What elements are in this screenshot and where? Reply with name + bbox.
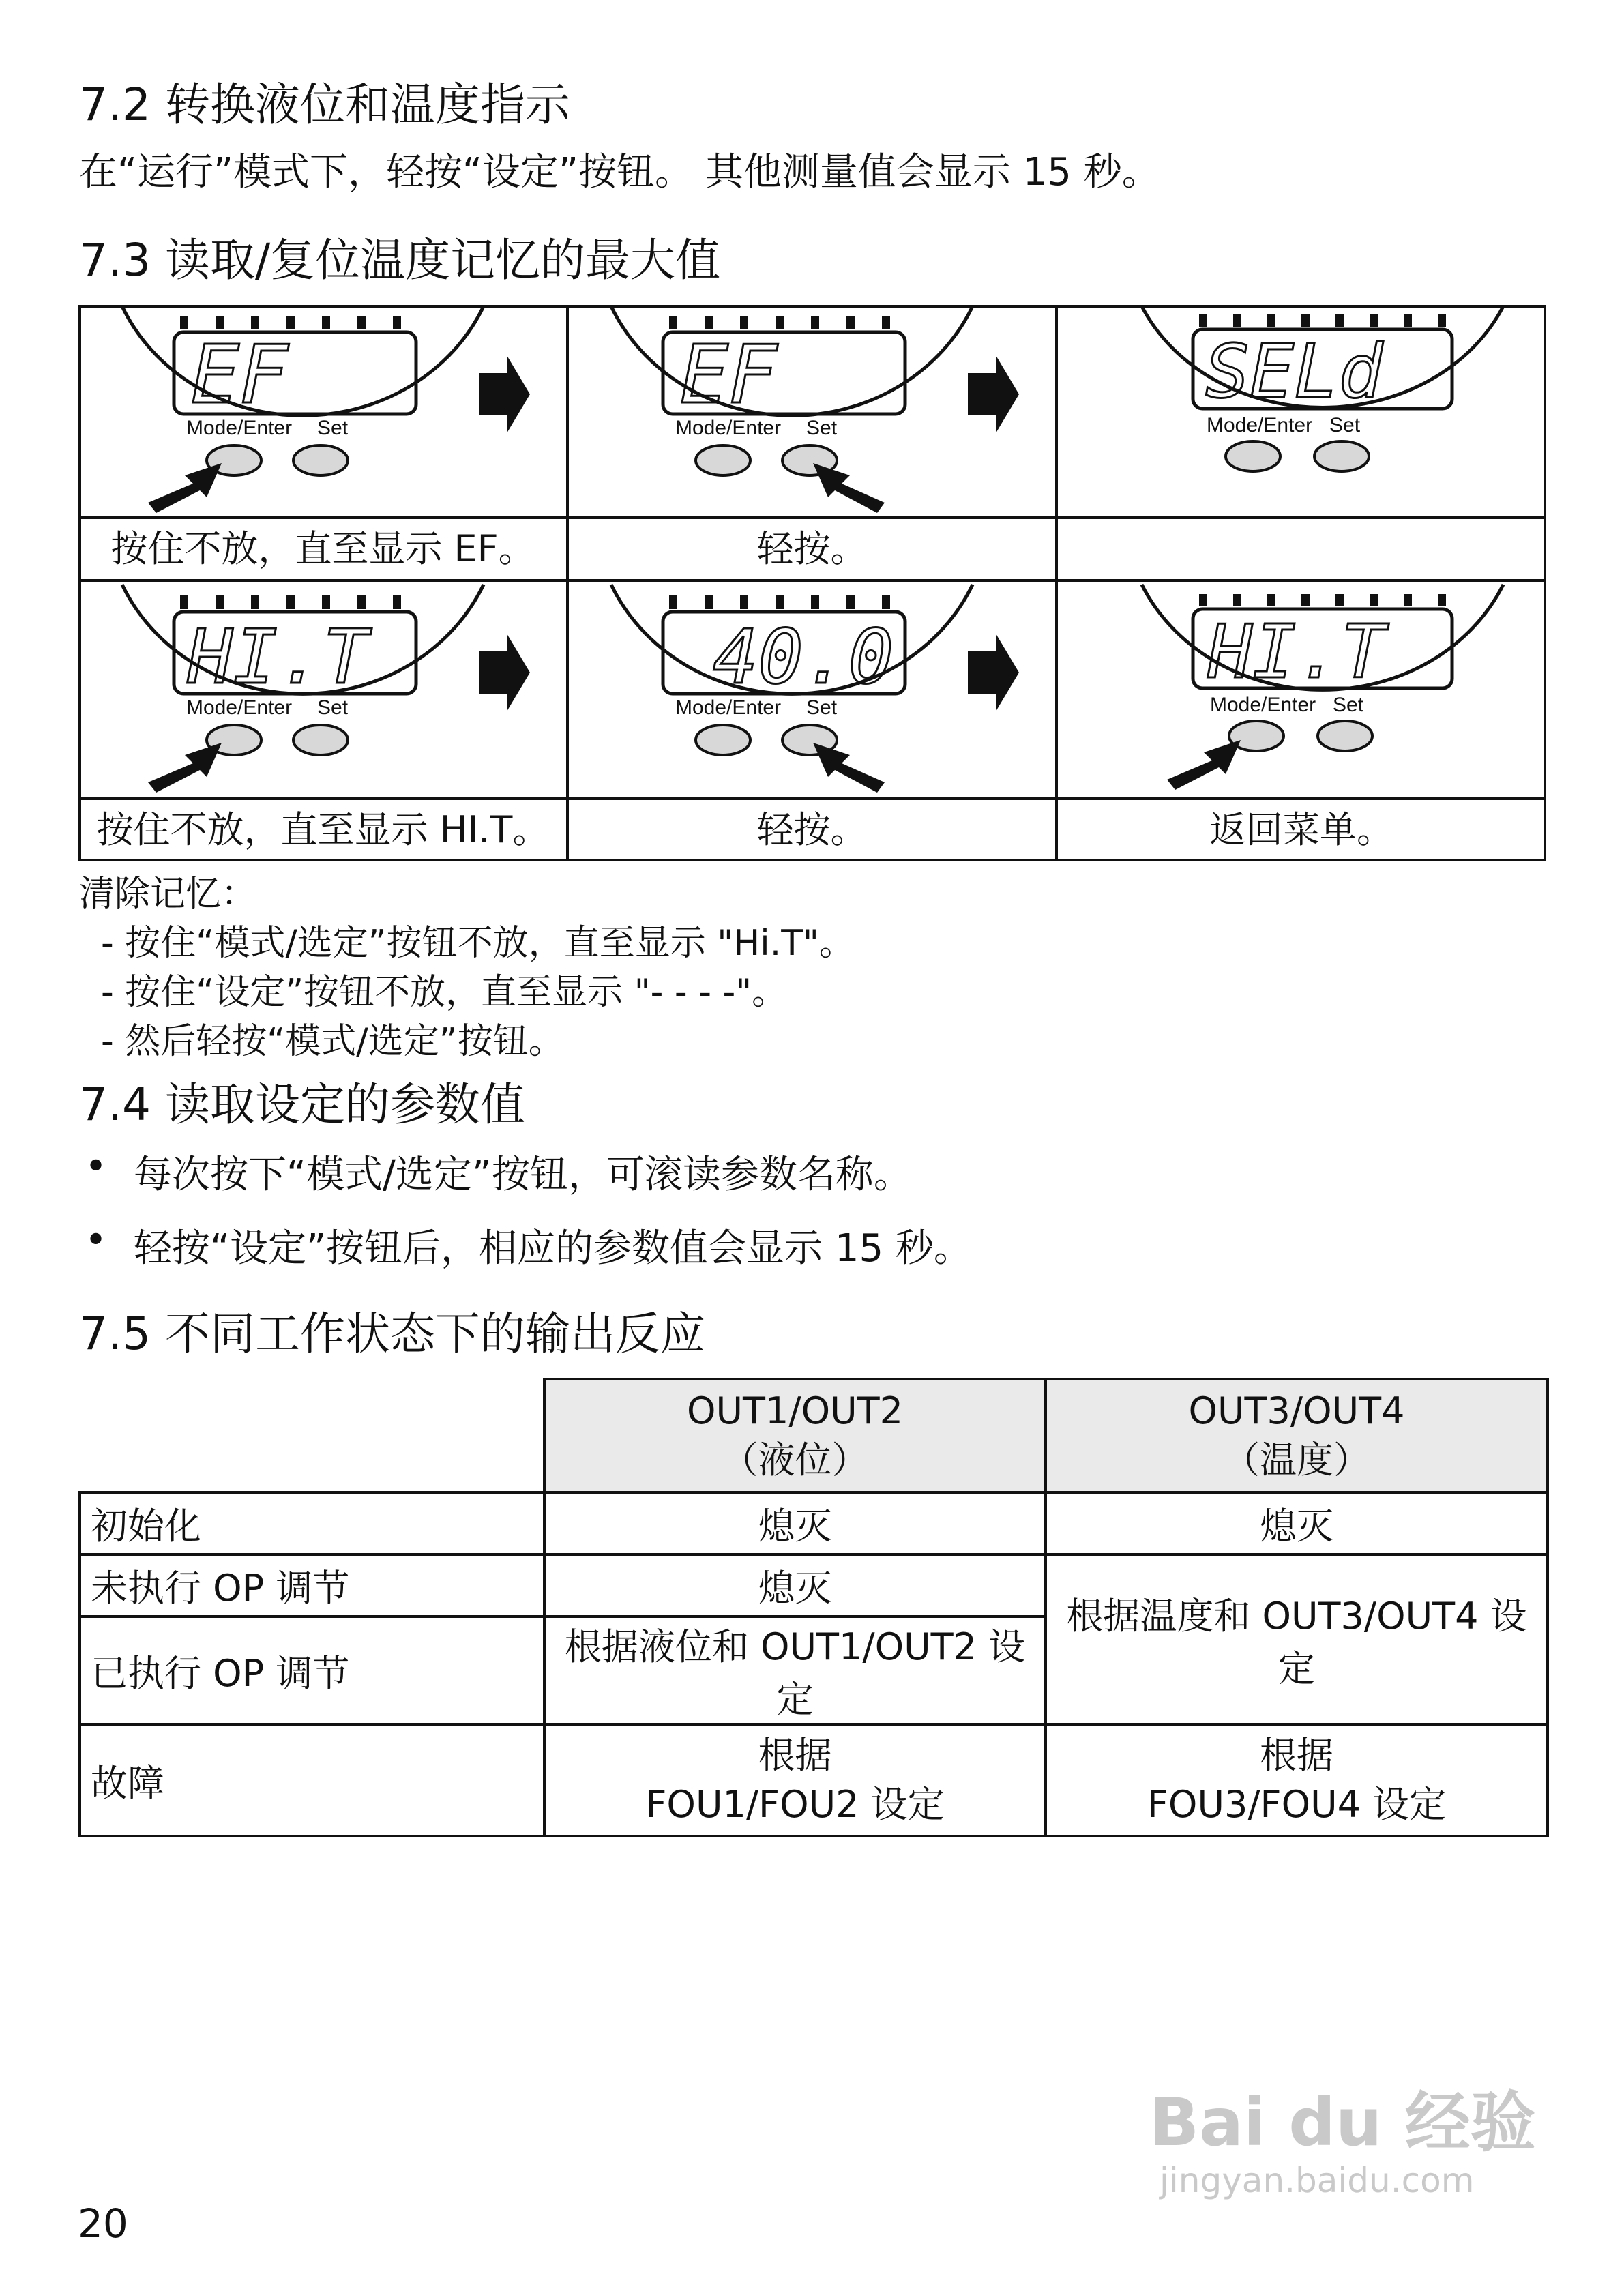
table-cell: 根据 FOU3/FOU4 设定	[1046, 1724, 1548, 1836]
step-caption: 轻按。	[756, 808, 868, 851]
procedure-grid	[78, 305, 1546, 861]
row-label: 故障	[80, 1724, 544, 1836]
svg-text:Mode/Enter: Mode/Enter	[186, 417, 293, 439]
lcd-display: 40.0	[713, 613, 894, 700]
output-table	[78, 1378, 1549, 1837]
clear-memory-step: - 按住“模式/选定”按钮不放，直至显示 "Hi.T"。	[101, 923, 855, 964]
clear-memory-step: - 然后轻按“模式/选定”按钮。	[101, 1021, 564, 1062]
svg-text:Set: Set	[806, 417, 838, 439]
svg-text:Mode/Enter: Mode/Enter	[675, 696, 782, 719]
heading-7-4: 7.4 读取设定的参数值	[79, 1078, 525, 1131]
bullet-icon: •	[85, 1218, 108, 1262]
watermark-url: jingyan.baidu.com	[1160, 2161, 1475, 2200]
lcd-display: SELd	[1205, 329, 1383, 415]
table-row	[80, 1492, 1548, 1554]
row-label: 未执行 OP 调节	[80, 1554, 544, 1616]
heading-7-3: 7.3 读取/复位温度记忆的最大值	[79, 234, 721, 286]
step-caption: 返回菜单。	[1209, 808, 1393, 851]
clear-memory-title: 清除记忆：	[79, 874, 257, 915]
lcd-display: EF	[680, 327, 778, 422]
svg-text:Set: Set	[317, 696, 349, 719]
step-caption: 轻按。	[756, 527, 868, 570]
lcd-display: EF	[191, 327, 289, 422]
table-row	[80, 1724, 1548, 1836]
watermark-logo: Bai du 经验	[1149, 2084, 1536, 2161]
step-caption: 按住不放，直至显示 EF。	[110, 527, 535, 570]
paragraph-7-2: 在“运行”模式下，轻按“设定”按钮。 其他测量值会显示 15 秒。	[79, 150, 1160, 194]
grid-lines	[78, 305, 1546, 861]
heading-7-2: 7.2 转换液位和温度指示	[79, 78, 570, 131]
page-number: 20	[78, 2200, 128, 2247]
table-cell: 熄灭	[544, 1554, 1046, 1616]
svg-text:Mode/Enter: Mode/Enter	[186, 696, 293, 719]
table-cell: 根据 FOU1/FOU2 设定	[544, 1724, 1046, 1836]
table-cell: 熄灭	[544, 1492, 1046, 1554]
heading-7-5: 7.5 不同工作状态下的输出反应	[79, 1308, 705, 1360]
table-cell: 熄灭	[1046, 1492, 1548, 1554]
table-row	[80, 1554, 1548, 1616]
bullet-item: 每次按下“模式/选定”按钮，可滚读参数名称。	[134, 1153, 912, 1197]
lcd-display: HI.T	[1208, 610, 1386, 695]
svg-text:Set: Set	[1329, 414, 1361, 437]
svg-text:Mode/Enter: Mode/Enter	[1207, 414, 1313, 437]
table-cell: 根据温度和 OUT3/OUT4 设定	[1046, 1554, 1548, 1724]
svg-text:Set: Set	[1333, 694, 1364, 716]
svg-text:Mode/Enter: Mode/Enter	[675, 417, 782, 439]
bullet-item: 轻按“设定”按钮后，相应的参数值会显示 15 秒。	[134, 1226, 972, 1271]
lcd-display: HI.T	[188, 613, 368, 700]
bullet-icon: •	[85, 1144, 108, 1189]
table-cell: 根据液位和 OUT1/OUT2 设定	[544, 1616, 1046, 1724]
row-label: 已执行 OP 调节	[80, 1616, 544, 1724]
clear-memory-step: - 按住“设定”按钮不放，直至显示 "- - - -"。	[101, 972, 788, 1013]
row-label: 初始化	[80, 1492, 544, 1554]
svg-text:Set: Set	[806, 696, 838, 719]
column-header: OUT1/OUT2 （液位）	[544, 1379, 1046, 1492]
table-corner	[80, 1379, 544, 1492]
column-header: OUT3/OUT4 （温度）	[1046, 1379, 1548, 1492]
step-caption: 按住不放，直至显示 HI.T。	[96, 808, 550, 851]
svg-text:Set: Set	[317, 417, 349, 439]
svg-text:Mode/Enter: Mode/Enter	[1210, 694, 1316, 716]
